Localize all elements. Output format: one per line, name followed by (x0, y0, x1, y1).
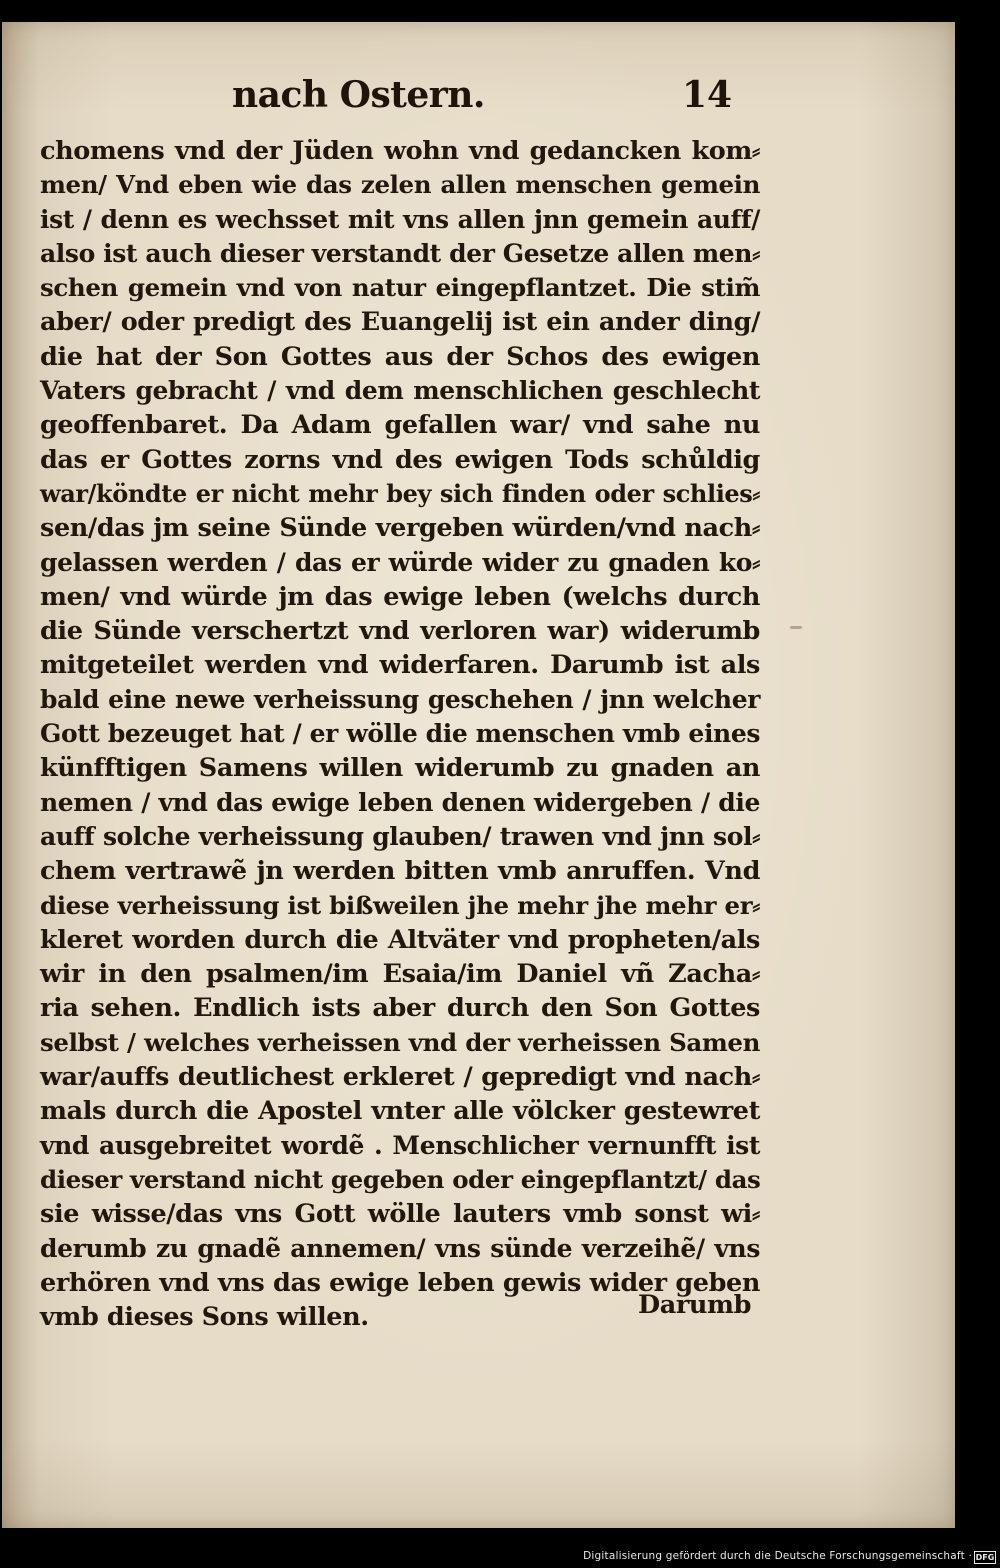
text-line: die Sünde verschertzt vnd verloren war) widerumb (40, 616, 760, 647)
text-line: ist / denn es wechsset mit vns allen jnn gemein auff/ (40, 204, 760, 234)
funding-credit: Digitalisierung gefördert durch die Deutsche Forschungsgemeinschaft · (583, 1550, 972, 1562)
page-header (2, 74, 955, 134)
text-line: diese verheissung ist bißweilen jhe mehr jhe mehr er⸗ (40, 890, 760, 920)
text-line: war/köndte er nicht mehr bey sich finden oder schlies⸗ (40, 478, 760, 508)
text-line: das er Gottes zorns vnd des ewigen Tods schůldig (40, 444, 760, 475)
text-line: nemen / vnd das ewige leben denen widergeben / die (40, 787, 760, 817)
dfg-logo-icon: DFG (975, 1553, 995, 1562)
text-line: vmb dieses Sons willen. (40, 1302, 369, 1333)
ink-smudge (790, 626, 802, 629)
text-line: also ist auch dieser verstandt der Gesetze allen men⸗ (40, 238, 761, 268)
running-head: nach Ostern. (232, 74, 485, 116)
text-line: men/ Vnd eben wie das zelen allen menschen gemein (40, 170, 760, 200)
text-line: war/auffs deutlichest erkleret / gepredigt vnd nach⸗ (40, 1062, 760, 1093)
text-line: chem vertrawẽ jn werden bitten vmb anruffen. Vnd (40, 856, 760, 887)
text-line: aber/ oder predigt des Euangelij ist ein ander ding/ (40, 307, 760, 338)
text-line: vnd ausgebreitet wordẽ . Menschlicher vernunfft ist (40, 1130, 760, 1160)
text-line: schen gemein vnd von natur eingepflantzet. Die stim̃ (40, 273, 760, 303)
text-line: derumb zu gnadẽ annemen/ vns sünde verzeihẽ/ vns (40, 1233, 760, 1263)
text-line: Gott bezeuget hat / er wölle die menschen vmb eines (40, 719, 760, 749)
text-line: mitgeteilet werden vnd widerfaren. Darumb ist als (40, 650, 760, 681)
catchword: Darumb (638, 1290, 752, 1320)
text-line: sie wisse/das vns Gott wölle lauters vmb sonst wi⸗ (40, 1199, 760, 1230)
text-line: men/ vnd würde jm das ewige leben (welchs durch (40, 581, 760, 612)
text-line: geoffenbaret. Da Adam gefallen war/ vnd sahe nu (40, 410, 760, 441)
text-line: auff solche verheissung glauben/ trawen vnd jnn sol⸗ (40, 821, 760, 851)
text-line: mals durch die Apostel vnter alle völcker gestewret (40, 1096, 760, 1127)
text-line: selbst / welches verheissen vnd der verheissen Samen (40, 1027, 760, 1057)
text-line: erhören vnd vns das ewige leben gewis wider geben (40, 1267, 760, 1298)
text-line: ria sehen. Endlich ists aber durch den Son Gottes (40, 993, 760, 1024)
text-line: die hat der Son Gottes aus der Schos des ewigen (40, 341, 760, 372)
text-line: kleret worden durch die Altväter vnd propheten/als (40, 924, 760, 955)
text-line: wir in den psalmen/im Esaia/im Daniel vñ Zacha⸗ (40, 959, 760, 990)
text-line: künfftigen Samens willen widerumb zu gnaden an (40, 753, 760, 784)
footer-bar (0, 1549, 1000, 1568)
body-text (40, 134, 760, 1334)
text-line: Vaters gebracht / vnd dem menschlichen geschlecht (40, 376, 760, 406)
text-line: dieser verstand nicht gegeben oder eingepflantzt/ das (40, 1164, 761, 1194)
text-line: gelassen werden / das er würde wider zu gnaden ko⸗ (40, 547, 760, 577)
text-line: chomens vnd der Jüden wohn vnd gedancken kom⸗ (40, 136, 760, 166)
page-number: 14 (682, 74, 733, 116)
book-page (2, 22, 955, 1528)
text-line: bald eine newe verheissung geschehen / jnn welcher (40, 684, 760, 714)
text-line: sen/das jm seine Sünde vergeben würden/vnd nach⸗ (40, 513, 760, 544)
